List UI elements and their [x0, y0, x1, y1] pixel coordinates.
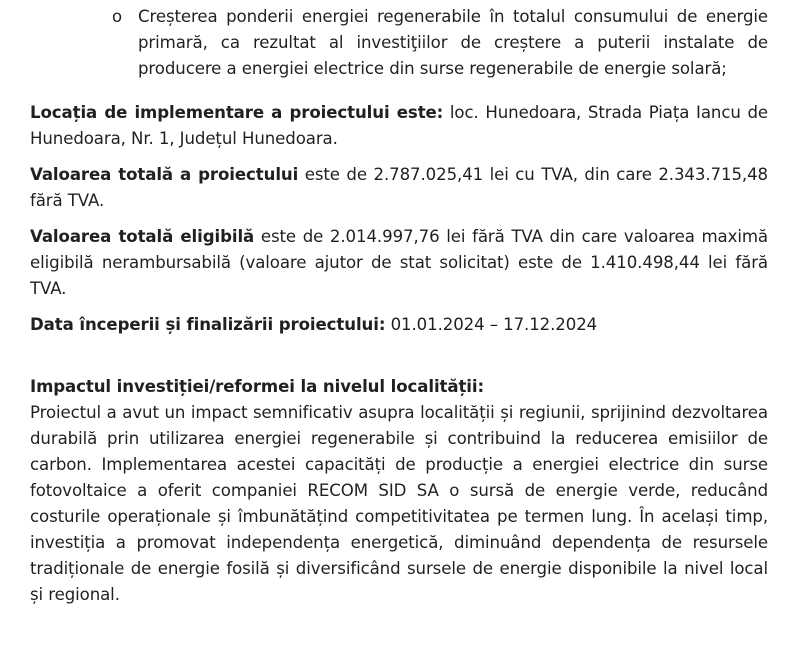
paragraph-locatie-value: loc. Hunedoara, Strada Piața Iancu de Hunedoara, Nr. 1, Județul Hunedoara. — [30, 103, 769, 148]
bullet-item-text: Creșterea ponderii energiei regenerabile în totalul consumului de energie primară, ca rezultat al investiţiilor de creștere a puterii instalate de producere a energiei electrice din surse regenerabile de energie solară; — [138, 7, 768, 78]
paragraph-locatie — [30, 100, 768, 152]
paragraph-data-proiect — [30, 312, 768, 338]
impact-heading-text: Impactul investiției/reformei la nivelul localității: — [30, 377, 485, 396]
spacer — [30, 152, 768, 162]
spacer — [30, 82, 768, 100]
paragraph-valoare-totala-label: Valoarea totală a proiectului — [30, 165, 299, 184]
paragraph-data-proiect-label: Data începerii și finalizării proiectului: — [30, 315, 386, 334]
paragraph-valoare-totala-value: este de 2.787.025,41 lei cu TVA, din care 2.343.715,48 fără TVA. — [30, 165, 768, 210]
paragraph-locatie-label: Locația de implementare a proiectului este: — [30, 103, 444, 122]
paragraph-valoare-eligibila-label: Valoarea totală eligibilă — [30, 227, 255, 246]
bullet-list-item — [30, 4, 768, 82]
spacer — [30, 302, 768, 312]
paragraph-valoare-eligibila — [30, 224, 768, 302]
spacer — [30, 214, 768, 224]
paragraph-data-proiect-value: 01.01.2024 – 17.12.2024 — [385, 315, 598, 334]
impact-body-text: Proiectul a avut un impact semnificativ asupra localității și regiunii, sprijinind dezvoltarea durabilă prin utilizarea energiei regenerabile și contribuind la reducerea emisiilor de carbon. Implementarea acestei capacități de producție a energiei electrice din surse fotovoltaice a oferit companiei RECOM SID SA o sursă de energie verde, reducând costurile operaționale și îmbunătățind competitivitatea pe termen lung. În același timp, investiția a promovat independența energetică, diminuând dependența de resursele tradiționale de energie fosilă și diversificând sursele de energie disponibile la nivel local și regional. — [30, 403, 768, 604]
paragraph-valoare-eligibila-value: este de 2.014.997,76 lei fără TVA din care valoarea maximă eligibilă nerambursabilă (valoare ajutor de stat solicitat) este de 1.410.498,44 lei fără TVA. — [30, 227, 768, 298]
bullet-marker-icon: o — [112, 7, 123, 26]
paragraph-valoare-totala — [30, 162, 768, 214]
impact-heading — [30, 374, 768, 400]
spacer — [30, 338, 768, 374]
